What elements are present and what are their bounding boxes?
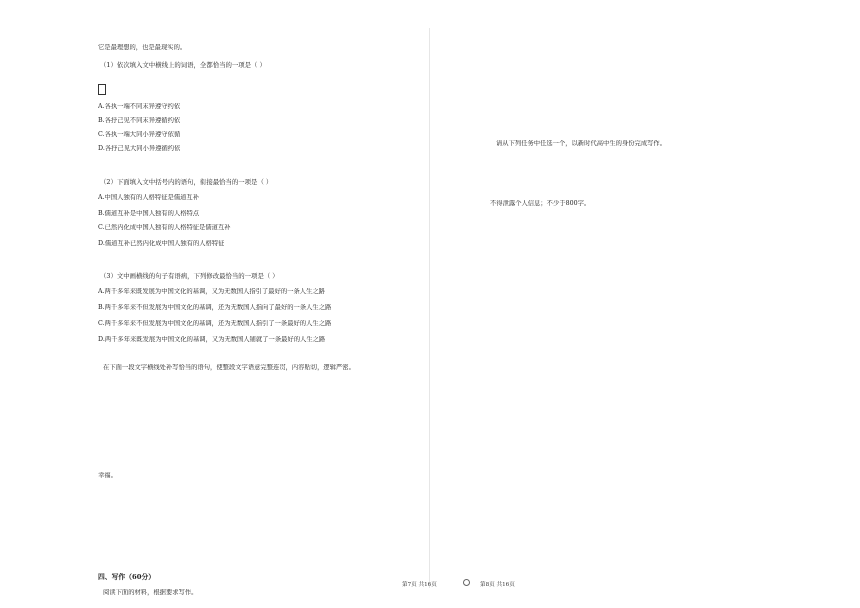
left-page-line-12: A.两千多年来既发展为中国文化的基调，又为无数国人指引了最好的一条人生之路 [98, 288, 325, 295]
left-page-line-6: （2）下面填入文中括号内的语句，衔接最恰当的一项是（ ） [100, 178, 273, 186]
left-page-line-14: C.两千多年来不但发展为中国文化的基调，还为无数国人指引了一条最好的人生之路 [98, 320, 332, 327]
answer-box[interactable] [98, 84, 106, 95]
left-page-number: 第7页 共16页 [402, 582, 437, 588]
left-page-line-4: C.各执一端大同小异遵守依循 [98, 131, 181, 138]
right-page-line-13: 不得泄露个人信息；不少于800字。 [490, 200, 591, 207]
left-page-line-33: 阅读下面的材料，根据要求写作。 [103, 589, 198, 596]
left-page-line-0: 它是最理想的，也是最现实的。 [98, 44, 187, 51]
right-page-number: 第8页 共16页 [480, 582, 515, 588]
left-page-line-32: 四、写作（60分） [98, 573, 156, 581]
left-page-line-8: B.儒道互补是中国人独有的人格特点 [98, 210, 200, 217]
left-page-line-16: 在下面一段文字横线处补写恰当的语句，使整段文字语意完整连贯，内容贴切，逻辑严密。 [103, 364, 355, 371]
left-page-line-25: 幸福。 [98, 472, 117, 479]
left-page-line-11: （3）文中画横线的句子有语病，下列修改最恰当的一项是（ ） [100, 272, 279, 280]
left-page-line-2: A.各执一端不同末异遵守约依 [98, 103, 181, 110]
left-page-line-15: D.两千多年来既发展为中国文化的基调，又为无数国人铺就了一条最好的人生之路 [98, 336, 326, 343]
left-page-line-9: C.已然内化成中国人独有的人格特征是儒道互补 [98, 224, 231, 231]
left-page-line-10: D.儒道互补已然内化成中国人独有的人格特征 [98, 240, 225, 247]
page-separator-icon [463, 579, 470, 586]
right-page [430, 0, 860, 608]
left-page-line-3: B.各抒己见不同末异遵循约依 [98, 117, 181, 124]
left-page-line-13: B.两千多年来不但发展为中国文化的基调，还为无数国人指向了最好的一条人生之路 [98, 304, 332, 311]
left-page-line-1: （1）依次填入文中横线上的词语，全都恰当的一项是（ ） [100, 61, 266, 69]
left-page-line-7: A.中国人独有的人格特征是儒道互补 [98, 194, 200, 201]
left-page-line-5: D.各抒己见大同小异遵循约依 [98, 145, 181, 152]
right-page-line-8: 请从下列任务中任选一个，以新时代高中生的身份完成写作。 [496, 140, 667, 147]
page-divider [429, 28, 430, 588]
